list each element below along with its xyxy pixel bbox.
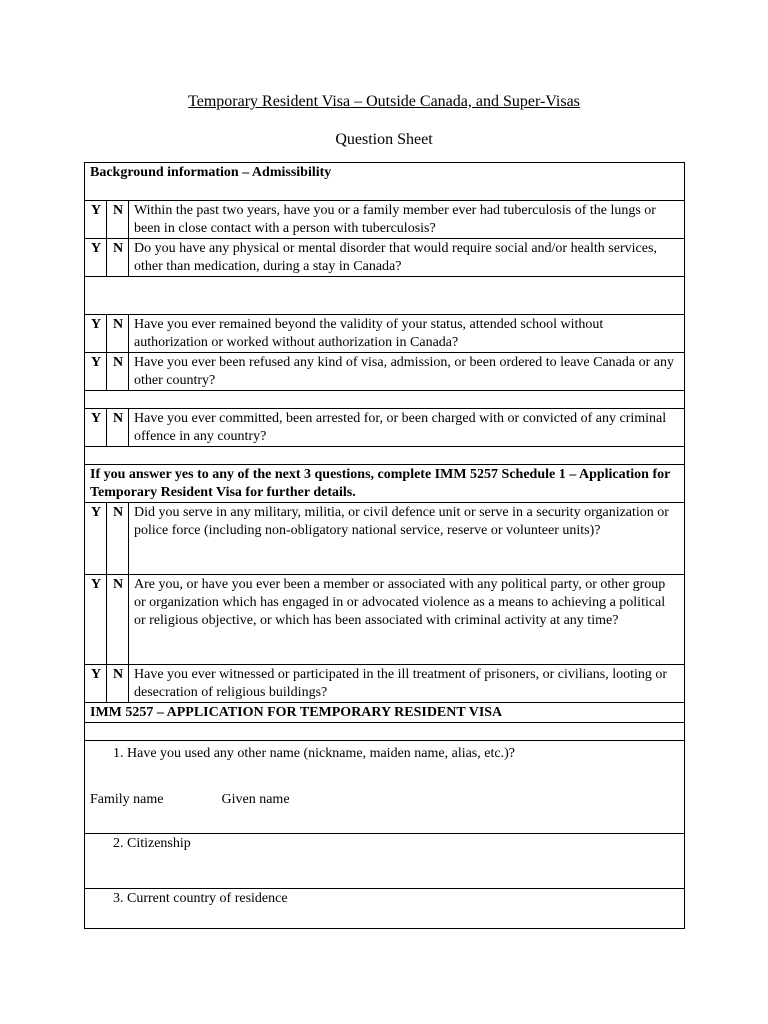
name-fields <box>90 763 680 809</box>
question-text: Have you ever witnessed or participated in the ill treatment of prisoners, or civilians, looting or desecration of religious buildings? <box>129 665 685 703</box>
no-option[interactable]: N <box>107 315 129 353</box>
section-header-imm5257: IMM 5257 – APPLICATION FOR TEMPORARY RESIDENT VISA <box>85 703 685 723</box>
yes-option[interactable]: Y <box>85 201 107 239</box>
no-option[interactable]: N <box>107 201 129 239</box>
question-text: Have you ever committed, been arrested for, or been charged with or convicted of any criminal offence in any country? <box>129 409 685 447</box>
other-names-question: 1. Have you used any other name (nickname, maiden name, alias, etc.)? <box>113 746 515 761</box>
question-row <box>85 315 685 353</box>
yes-option[interactable]: Y <box>85 239 107 277</box>
no-option[interactable]: N <box>107 575 129 665</box>
question-text: Within the past two years, have you or a family member ever had tuberculosis of the lungs or been in close contact with a person with tuberculosis? <box>129 201 685 239</box>
yes-option[interactable]: Y <box>85 353 107 391</box>
yes-option[interactable]: Y <box>85 575 107 665</box>
yes-option[interactable]: Y <box>85 503 107 575</box>
residence-cell <box>85 889 685 929</box>
section-header-schedule: If you answer yes to any of the next 3 questions, complete IMM 5257 Schedule 1 – Application for Temporary Resident Visa for further details. <box>85 465 685 503</box>
question-row <box>85 201 685 239</box>
no-option[interactable]: N <box>107 409 129 447</box>
no-option[interactable]: N <box>107 503 129 575</box>
section-header-row <box>85 163 685 201</box>
no-option[interactable]: N <box>107 239 129 277</box>
question-row <box>85 353 685 391</box>
question-text: Did you serve in any military, militia, or civil defence unit or serve in a security organization or police force (including non-obligatory national service, reserve or volunteer units)? <box>129 503 685 575</box>
yes-option[interactable]: Y <box>85 665 107 703</box>
yes-option[interactable]: Y <box>85 409 107 447</box>
family-name-label: Family name <box>90 792 164 807</box>
citizenship-cell <box>85 834 685 889</box>
spacer-row <box>85 277 685 315</box>
question-text: Have you ever remained beyond the validity of your status, attended school without authorization or worked without authorization in Canada? <box>129 315 685 353</box>
empty-cell <box>85 277 685 315</box>
spacer-row <box>85 391 685 409</box>
question-row <box>85 239 685 277</box>
question-row <box>85 575 685 665</box>
document-title: Temporary Resident Visa – Outside Canada, and Super-Visas <box>188 93 580 110</box>
no-option[interactable]: N <box>107 353 129 391</box>
question-row <box>85 503 685 575</box>
application-item-row <box>85 834 685 889</box>
question-text: Are you, or have you ever been a member or associated with any political party, or other group or organization which has engaged in or advocated violence as a means to achieving a political or religious objective, or which has been associated with criminal activity at any time? <box>129 575 685 665</box>
empty-cell <box>85 391 685 409</box>
question-text: Do you have any physical or mental disorder that would require social and/or health services, other than medication, during a stay in Canada? <box>129 239 685 277</box>
citizenship-label: 2. Citizenship <box>113 836 191 851</box>
section-header-row <box>85 465 685 503</box>
section-header-background: Background information – Admissibility <box>85 163 685 201</box>
empty-cell <box>85 447 685 465</box>
application-item-row <box>85 889 685 929</box>
document-subtitle: Question Sheet <box>335 131 433 148</box>
given-name-label: Given name <box>221 792 290 807</box>
section-header-row <box>85 703 685 723</box>
question-row <box>85 665 685 703</box>
other-names-cell <box>85 741 685 834</box>
empty-cell <box>85 723 685 741</box>
spacer-row <box>85 447 685 465</box>
residence-label: 3. Current country of residence <box>113 891 288 906</box>
application-item-row <box>85 741 685 834</box>
no-option[interactable]: N <box>107 665 129 703</box>
yes-option[interactable]: Y <box>85 315 107 353</box>
question-text: Have you ever been refused any kind of visa, admission, or been ordered to leave Canada or any other country? <box>129 353 685 391</box>
question-table <box>84 162 685 929</box>
spacer-row <box>85 723 685 741</box>
question-row <box>85 409 685 447</box>
